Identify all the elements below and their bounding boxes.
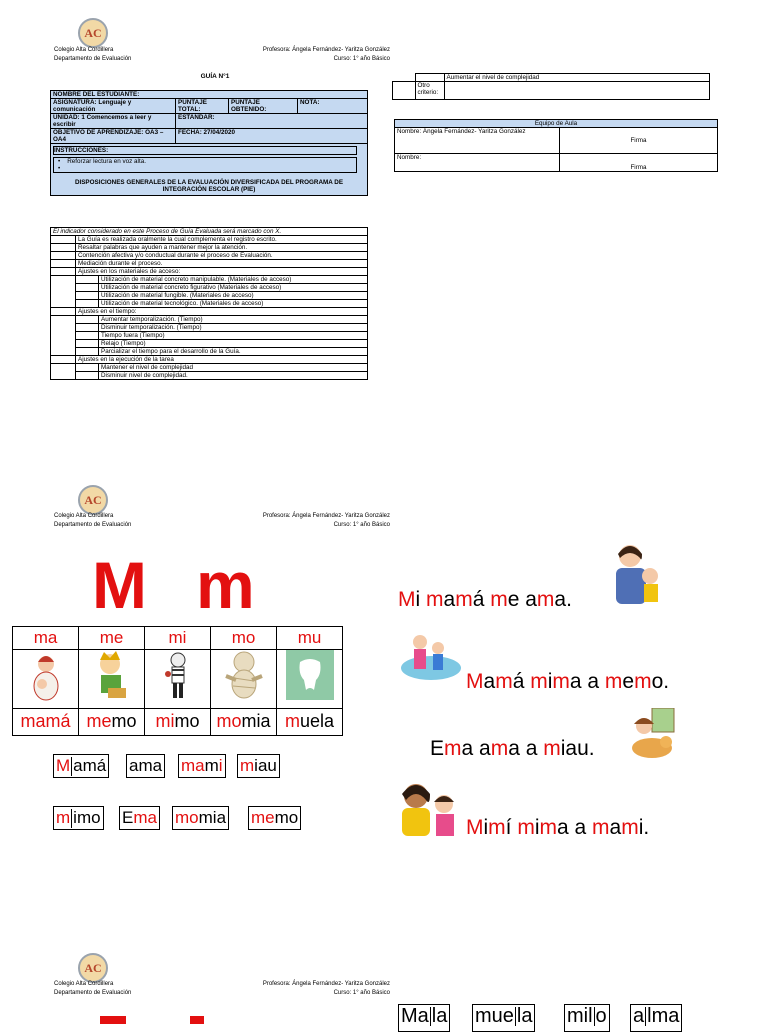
checkbox-cell[interactable]: [76, 316, 99, 324]
teacher-info: Profesora: Ángela Fernández- Yaritza González Curso: 1° año Básico: [262, 513, 390, 528]
total-score-cell: PUNTAJE TOTAL:: [176, 99, 229, 114]
task-label: Ajustes en la ejecución de la tarea: [76, 356, 368, 364]
material-item: Utilización de material tecnológico. (Materiales de acceso): [99, 300, 368, 308]
checkbox-cell[interactable]: [51, 308, 76, 316]
material-item: Utilización de material concreto manipulable. (Materiales de acceso): [99, 276, 368, 284]
word-momia: momia: [211, 709, 277, 736]
guide-info-table: [50, 90, 368, 196]
checkbox-cell[interactable]: [51, 236, 76, 244]
checkbox-cell[interactable]: [51, 268, 76, 276]
school-logo: AC: [78, 18, 108, 48]
teacher-info: Profesora: Ángela Fernández- Yaritza González Curso: 1° año Básico: [262, 981, 390, 996]
time-item: Tiempo fuera (Tiempo): [99, 332, 368, 340]
student-name-cell: NOMBRE DEL ESTUDIANTE:: [51, 91, 368, 99]
team-title: Equipo de Aula: [395, 120, 718, 128]
time-label: Ajustes en el tiempo:: [76, 308, 368, 316]
objective-cell: OBJETIVO DE APRENDIZAJE: OA3 –OA4: [51, 129, 176, 144]
checkbox-cell[interactable]: [76, 276, 99, 284]
girl-cat-illustration: [626, 708, 682, 767]
momia-picture: [211, 650, 277, 709]
sentence-4: Mimí mima a mami.: [466, 816, 650, 839]
word-box: momia: [172, 806, 229, 830]
task-item: Mantener el nivel de complejidad: [99, 364, 368, 372]
word-box: mil o: [564, 1004, 610, 1032]
memo-picture: [79, 650, 145, 709]
pie-note: El indicador considerado en este Proceso de Guía Evaluada será marcado con X.: [51, 228, 368, 236]
checkbox-cell[interactable]: [51, 260, 76, 268]
course-name: Curso: 1° año Básico: [333, 56, 390, 62]
word-mimo: mimo: [145, 709, 211, 736]
word-box: m imo: [53, 806, 104, 830]
school-info: Colegio Alta Cordillera Departamento de Evaluación: [54, 513, 132, 528]
checkbox-cell[interactable]: [76, 292, 99, 300]
syllable-me: me: [79, 627, 145, 650]
school-info: Colegio Alta Cordillera Departamento de Evaluación: [54, 981, 132, 996]
unit-cell: UNIDAD: 1 Comencemos a leer y escribir: [51, 114, 176, 129]
school-logo: AC: [78, 953, 108, 983]
right-criteria-table: [392, 73, 710, 100]
instruction-1: Reforzar lectura en voz alta.: [67, 158, 146, 165]
mother-daughter-illustration: [396, 776, 466, 845]
word-box: mami: [178, 754, 226, 778]
checkbox-cell[interactable]: [76, 348, 99, 356]
checkbox-cell[interactable]: [76, 340, 99, 348]
family-illustration: [400, 628, 462, 689]
time-item: Aumentar temporalización. (Tiempo): [99, 316, 368, 324]
sentence-2: Mamá mima a memo.: [466, 670, 670, 693]
teacher-info: [240, 46, 390, 64]
checkbox-cell[interactable]: [51, 252, 76, 260]
team-name-1: Nombre: Ángela Fernández- Yaritza González: [395, 128, 560, 154]
signature-1: Firma: [560, 128, 718, 154]
school-info: [54, 46, 131, 64]
word-box: ama: [126, 754, 165, 778]
material-item: Utilización de material fungible. (Materiales de acceso): [99, 292, 368, 300]
pie-item: La Guía es realizada oralmente la cual complementa el registro escrito.: [76, 236, 368, 244]
syllable-ma: ma: [13, 627, 79, 650]
subject-cell: ASIGNATURA: Lenguaje y comunicación: [51, 99, 176, 114]
word-box: Ema: [119, 806, 160, 830]
syllable-mu: mu: [277, 627, 343, 650]
date-cell: FECHA: 27/04/2020: [176, 129, 368, 144]
time-item: Disminuir temporalización. (Tiempo): [99, 324, 368, 332]
checkbox-cell[interactable]: [76, 300, 99, 308]
checkbox-cell[interactable]: [76, 364, 99, 372]
checkbox-cell[interactable]: [76, 332, 99, 340]
big-letter-upper: M: [92, 548, 147, 622]
checkbox-cell[interactable]: [415, 74, 444, 82]
checkbox-cell[interactable]: [393, 82, 416, 100]
big-letter-lower: m: [196, 548, 255, 622]
school-logo: AC: [78, 485, 108, 515]
department-name: Departamento de Evaluación: [54, 56, 132, 62]
big-letter-fragment: [100, 1016, 126, 1024]
word-muela: muela: [277, 709, 343, 736]
mother-child-illustration: [606, 540, 664, 615]
guide-title: GUÍA N°1: [200, 73, 230, 80]
checkbox-cell[interactable]: [76, 372, 99, 380]
word-box: M amá: [53, 754, 109, 778]
checkbox-cell[interactable]: [51, 244, 76, 252]
pie-item: Mediación durante el proceso.: [76, 260, 368, 268]
big-letter-fragment: [190, 1016, 204, 1024]
team-name-2: Nombre:: [395, 154, 560, 172]
pie-title: DISPOSICIONES GENERALES DE LA EVALUACIÓN DIVERSIFICADA DEL PROGRAMA DE INTEGRACIÓN ESCOLAR (PIE): [74, 179, 344, 193]
instructions-cell: [51, 144, 368, 196]
task-item: Disminuir nivel de complejidad.: [99, 372, 368, 380]
pie-item: Resaltar palabras que ayuden a mantener mejor la atención.: [76, 244, 368, 252]
muela-picture: [277, 650, 343, 709]
instructions-label: INSTRUCCIONES:: [53, 146, 357, 155]
pie-criteria-table: [50, 227, 368, 380]
material-item: Utilización de material concreto figurativo (Materiales de acceso): [99, 284, 368, 292]
word-mama: mamá: [13, 709, 79, 736]
time-item: Relajo (Tiempo): [99, 340, 368, 348]
right-item: Otro criterio:: [415, 82, 444, 100]
checkbox-cell[interactable]: [76, 324, 99, 332]
sentence-3: Ema ama a miau.: [430, 737, 595, 760]
word-box: a lma: [630, 1004, 682, 1032]
grade-cell: NOTA:: [298, 99, 368, 114]
word-box: miau: [237, 754, 280, 778]
word-box: Ma la: [398, 1004, 450, 1032]
checkbox-cell[interactable]: [51, 356, 76, 364]
teacher-name: Profesora: Ángela Fernández- Yaritza González: [262, 47, 390, 53]
time-item: Parcializar el tiempo para el desarrollo de la Guía.: [99, 348, 368, 356]
obtained-score-cell: PUNTAJE OBTENIDO:: [229, 99, 298, 114]
word-box: memo: [248, 806, 301, 830]
pie-item: Contención afectiva y/o conductual durante el proceso de Evaluación.: [76, 252, 368, 260]
syllable-table: [12, 626, 343, 736]
mama-picture: [13, 650, 79, 709]
school-name: Colegio Alta Cordillera: [54, 47, 114, 53]
team-table: [394, 119, 718, 172]
right-item: Aumentar el nivel de complejidad: [444, 74, 710, 82]
standard-cell: ESTANDAR:: [176, 114, 368, 129]
syllable-mo: mo: [211, 627, 277, 650]
signature-2: Firma: [560, 154, 718, 172]
mimo-picture: [145, 650, 211, 709]
checkbox-cell[interactable]: [76, 284, 99, 292]
word-box: mue la: [472, 1004, 535, 1032]
syllable-mi: mi: [145, 627, 211, 650]
word-memo: memo: [79, 709, 145, 736]
sentence-1: Mi mamá me ama.: [398, 588, 572, 611]
pie-item: Ajustes en los materiales de acceso:: [76, 268, 368, 276]
instructions-list: • Reforzar lectura en voz alta. •: [53, 157, 357, 173]
